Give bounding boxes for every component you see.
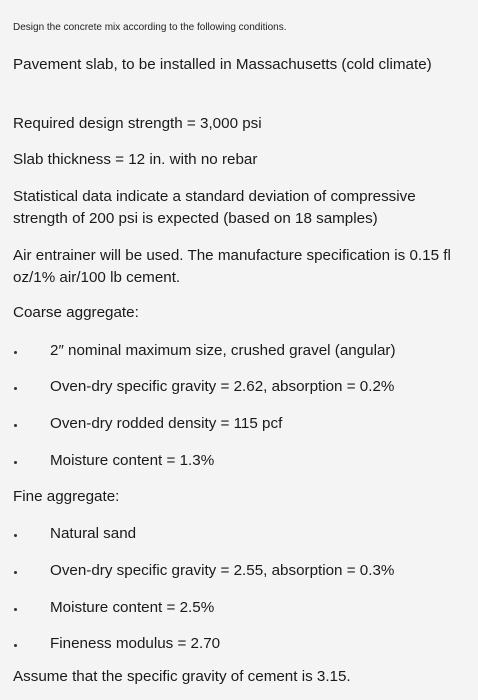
list-item-text: Moisture content = 1.3% [50,452,215,469]
bullet-icon [13,597,19,619]
list-item-text: 2″ nominal maximum size, crushed gravel (angular) [50,342,396,359]
coarse-aggregate-title: Coarse aggregate: [13,304,139,321]
bullet-icon [13,450,19,472]
list-item-text: Moisture content = 2.5% [50,599,215,616]
bullet-icon [13,413,19,435]
bullet-icon [13,376,19,398]
design-strength-paragraph: Required design strength = 3,000 psi [13,115,262,132]
bullet-icon [13,523,19,545]
list-item-text: Oven-dry specific gravity = 2.55, absorption = 0.3% [50,562,395,579]
statistics-paragraph: Statistical data indicate a standard deviation of compressive strength of 200 psi is expected (based on 18 samples) [13,188,416,227]
application-paragraph: Pavement slab, to be installed in Massachusetts (cold climate) [13,56,432,73]
fine-aggregate-title: Fine aggregate: [13,488,120,505]
list-item-text: Oven-dry specific gravity = 2.62, absorption = 0.2% [50,378,395,395]
list-item-text: Natural sand [50,525,137,542]
slab-thickness-paragraph: Slab thickness = 12 in. with no rebar [13,151,258,168]
bullet-icon [13,560,19,582]
cement-note: Assume that the specific gravity of cement is 3.15. [13,668,351,685]
air-entrainer-paragraph: Air entrainer will be used. The manufacture specification is 0.15 fl oz/1% air/100 lb cement. [13,247,451,286]
bullet-icon [13,633,19,655]
list-item-text: Fineness modulus = 2.70 [50,635,221,652]
instruction-heading: Design the concrete mix according to the following conditions. [13,22,287,33]
bullet-icon [13,340,19,362]
list-item-text: Oven-dry rodded density = 115 pcf [50,415,283,432]
